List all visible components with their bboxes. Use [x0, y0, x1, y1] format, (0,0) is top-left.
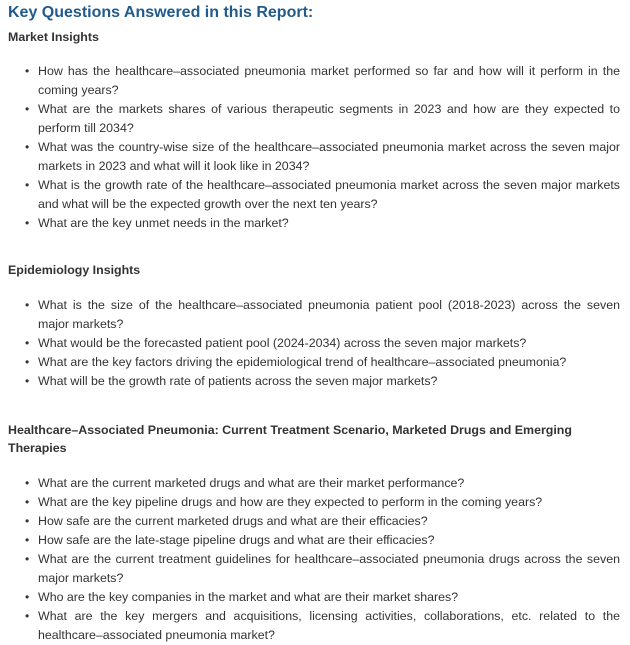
bullet-icon: • [25, 140, 30, 154]
question-item: • What are the current treatment guidelines for healthcare–associated pneumonia drugs across the seven major markets? [25, 552, 620, 585]
bullet-icon: • [25, 216, 30, 230]
question-item: • What are the key factors driving the epidemiological trend of healthcare–associated pneumonia? [38, 353, 620, 372]
report-title: Key Questions Answered in this Report: [8, 4, 314, 21]
bullet-icon: • [25, 609, 30, 623]
bullet-icon: • [25, 514, 30, 528]
question-list [8, 62, 620, 233]
bullet-icon: • [25, 298, 30, 312]
bullet-icon: • [25, 476, 30, 490]
question-item: • What are the key pipeline drugs and how are they expected to perform in the coming years? [38, 493, 620, 512]
question-item: • What is the size of the healthcare–associated pneumonia patient pool (2018-2023) across the seven major markets? [25, 298, 620, 331]
bullet-icon: • [25, 355, 30, 369]
question-item: • What are the current marketed drugs and what are their market performance? [38, 474, 620, 493]
bullet-icon: • [25, 178, 30, 192]
question-item: • What would be the forecasted patient pool (2024-2034) across the seven major markets? [38, 334, 620, 353]
bullet-icon: • [25, 64, 30, 78]
question-item: • What will be the growth rate of patients across the seven major markets? [38, 372, 620, 391]
section-epidemiology-insights [8, 261, 620, 391]
bullet-icon: • [25, 552, 30, 566]
bullet-icon: • [25, 495, 30, 509]
question-item: • How has the healthcare–associated pneumonia market performed so far and how will it perform in the coming years? [25, 64, 620, 97]
bullet-icon: • [25, 102, 30, 116]
section-heading: Market Insights [8, 30, 99, 44]
bullet-icon: • [25, 533, 30, 547]
bullet-icon: • [25, 336, 30, 350]
bullet-icon: • [25, 374, 30, 388]
question-item: • Who are the key companies in the market and what are their market shares? [38, 588, 620, 607]
question-list [8, 296, 620, 391]
section-treatment-scenario [8, 421, 620, 645]
question-item: • How safe are the current marketed drugs and what are their efficacies? [38, 512, 620, 531]
question-list [8, 474, 620, 645]
bullet-icon: • [25, 590, 30, 604]
section-heading: Epidemiology Insights [8, 263, 141, 277]
question-item: • How safe are the late-stage pipeline drugs and what are their efficacies? [38, 531, 620, 550]
section-heading: Healthcare–Associated Pneumonia: Current Treatment Scenario, Marketed Drugs and Emerging Therapies [8, 423, 572, 455]
question-item: • What are the markets shares of various therapeutic segments in 2023 and how are they expected to perform till 2034? [25, 102, 620, 135]
section-market-insights [8, 28, 620, 233]
question-item: • What is the growth rate of the healthcare–associated pneumonia market across the seven major markets and what will be the expected growth over the next ten years? [25, 178, 620, 211]
question-item: • What are the key unmet needs in the market? [38, 214, 620, 233]
question-item: • What are the key mergers and acquisitions, licensing activities, collaborations, etc. related to the healthcare–associated pneumonia market? [25, 609, 620, 642]
question-item: • What was the country-wise size of the healthcare–associated pneumonia market across the seven major markets in 2023 and what will it look like in 2034? [25, 140, 620, 173]
